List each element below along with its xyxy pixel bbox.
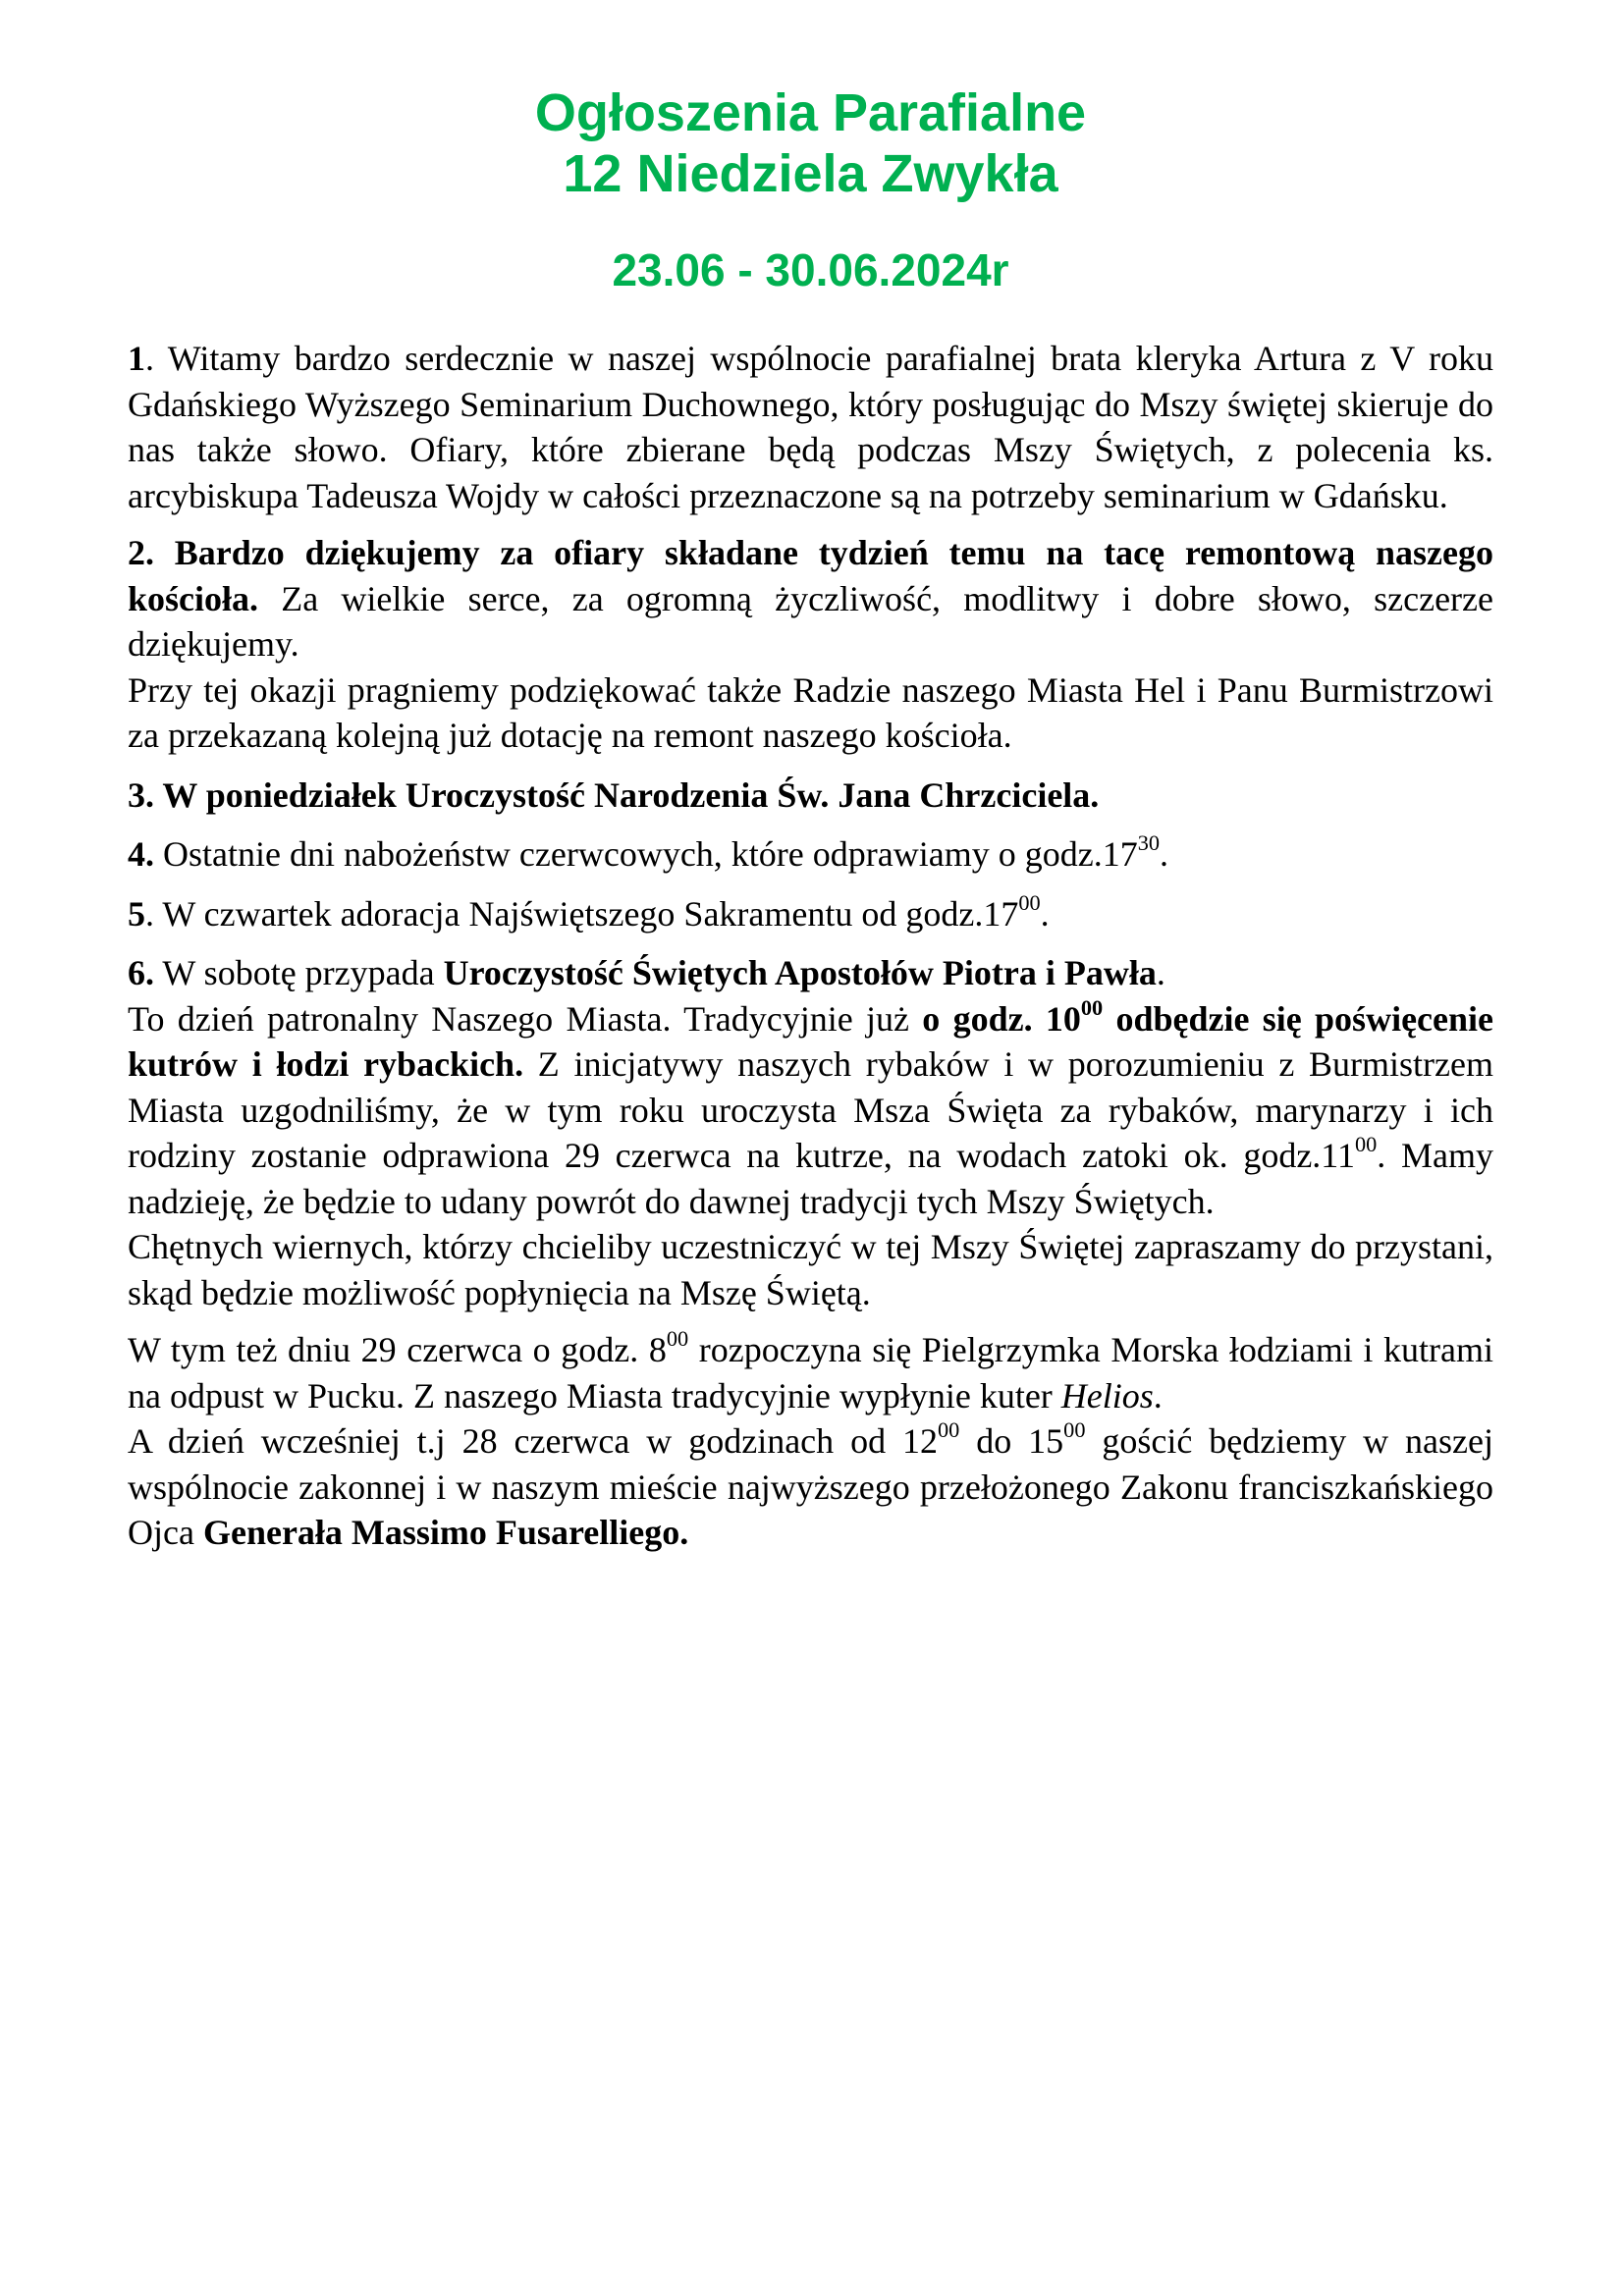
- announcement-4: [128, 831, 1493, 878]
- announcements-body: [128, 336, 1493, 1556]
- header: [128, 0, 1493, 296]
- punctuation: .: [1160, 834, 1169, 874]
- announcement-text: do 15: [959, 1421, 1064, 1461]
- announcement-5: [128, 891, 1493, 937]
- announcement-2: [128, 530, 1493, 667]
- announcement-bold-text: 3. W poniedziałek Uroczystość Narodzenia Św. Jana Chrzciciela.: [128, 774, 1100, 815]
- item-number: 4.: [128, 834, 154, 874]
- announcement-text: W tym też dniu 29 czerwca o godz. 8: [128, 1330, 667, 1369]
- item-number: 6.: [128, 953, 154, 992]
- announcement-1: [128, 336, 1493, 518]
- announcement-bold-text: odbędzie się poświęcenie kutrów i łodzi rybackich.: [128, 998, 1494, 1084]
- date-range: 23.06 - 30.06.2024r: [612, 244, 1009, 295]
- punctuation: .: [1040, 893, 1050, 934]
- announcement-text: A dzień wcześniej t.j 28 czerwca w godzinach od 12: [128, 1421, 938, 1461]
- announcement-bold-text: o godz. 10: [922, 998, 1081, 1039]
- punctuation: .: [1156, 953, 1165, 992]
- time-superscript: 00: [1018, 889, 1041, 915]
- time-superscript: 00: [1063, 1416, 1086, 1442]
- time-superscript: 00: [666, 1325, 689, 1351]
- announcement-6-details: [128, 996, 1493, 1225]
- announcement-6: [128, 950, 1493, 996]
- time-superscript: 00: [938, 1416, 960, 1442]
- announcement-text: W sobotę przypada: [154, 953, 444, 992]
- announcement-text: Chętnych wiernych, którzy chcieliby uczestniczyć w tej Mszy Świętej zapraszamy do przystani, skąd będzie możliwość popłynięcia na Mszę Świętą.: [128, 1227, 1493, 1312]
- page-title-line-1: Ogłoszenia Parafialne: [534, 83, 1087, 142]
- punctuation: .: [1153, 1375, 1163, 1415]
- announcement-bold-text: Uroczystość Świętych Apostołów Piotra i Pawła: [443, 953, 1157, 992]
- item-number: 1: [128, 339, 145, 378]
- announcement-7: [128, 1327, 1493, 1418]
- boat-name: Helios: [1060, 1375, 1154, 1415]
- announcement-3: [128, 773, 1493, 819]
- announcement-text: . W czwartek adoracja Najświętszego Sakramentu od godz.17: [145, 893, 1019, 934]
- announcement-6-invitation: [128, 1224, 1493, 1315]
- announcement-bold-text: Generała Massimo Fusarelliego.: [202, 1513, 689, 1552]
- announcement-7-visit: [128, 1418, 1493, 1556]
- announcement-text: Ostatnie dni nabożeństw czerwcowych, które odprawiamy o godz.17: [154, 834, 1138, 874]
- announcement-text: . Witamy bardzo serdecznie w naszej wspólnocie parafialnej brata kleryka Artura z V roku Gdańskiego Wyższego Seminarium Duchownego, który posługując do Mszy świętej skieruje do nas także słowo. Ofiary, które zbierane będą podczas Mszy Świętych, z polecenia ks. arcybiskupa Tadeusza Wojdy w całości przeznaczone są na potrzeby seminarium w Gdańsku.: [128, 339, 1493, 515]
- announcement-text: . Mamy nadzieję, że będzie to udany powrót do dawnej tradycji tych Mszy Świętych.: [128, 1136, 1493, 1221]
- item-number: 5: [128, 893, 145, 934]
- announcement-text: Przy tej okazji pragniemy podziękować także Radzie naszego Miasta Hel i Panu Burmistrzowi za przekazaną kolejną już dotację na remont naszego kościoła.: [128, 669, 1493, 755]
- announcement-2-continued: [128, 667, 1493, 759]
- time-superscript: 00: [1080, 994, 1104, 1020]
- announcement-text: Za wielkie serce, za ogromną życzliwość, modlitwy i dobre słowo, szczerze dziękujemy.: [128, 578, 1493, 664]
- announcement-text: rozpoczyna się Pielgrzymka Morska łodziami i kutrami na odpust w Pucku. Z naszego Miasta tradycyjnie wypłynie kuter: [128, 1330, 1493, 1415]
- announcement-text: To dzień patronalny Naszego Miasta. Tradycyjnie już: [128, 998, 923, 1039]
- announcement-bold-text: 2. Bardzo dziękujemy za ofiary składane tydzień temu na tacę remontową naszego kościoła.: [128, 533, 1493, 618]
- time-superscript: 30: [1137, 829, 1161, 855]
- page-title-line-2: 12 Niedziela Zwykła: [563, 144, 1058, 203]
- announcement-text: gościć będziemy w naszej wspólnocie zakonnej i w naszym mieście najwyższego przełożonego Zakonu franciszkańskiego Ojca: [128, 1421, 1494, 1552]
- announcement-text: Z inicjatywy naszych rybaków i w porozumieniu z Burmistrzem Miasta uzgodniliśmy, że w tym roku uroczysta Msza Święta za rybaków, marynarzy i ich rodziny zostanie odprawiona 29 czerwca na kutrze, na wodach zatoki ok. godz.11: [128, 1044, 1493, 1175]
- time-superscript: 00: [1354, 1131, 1378, 1156]
